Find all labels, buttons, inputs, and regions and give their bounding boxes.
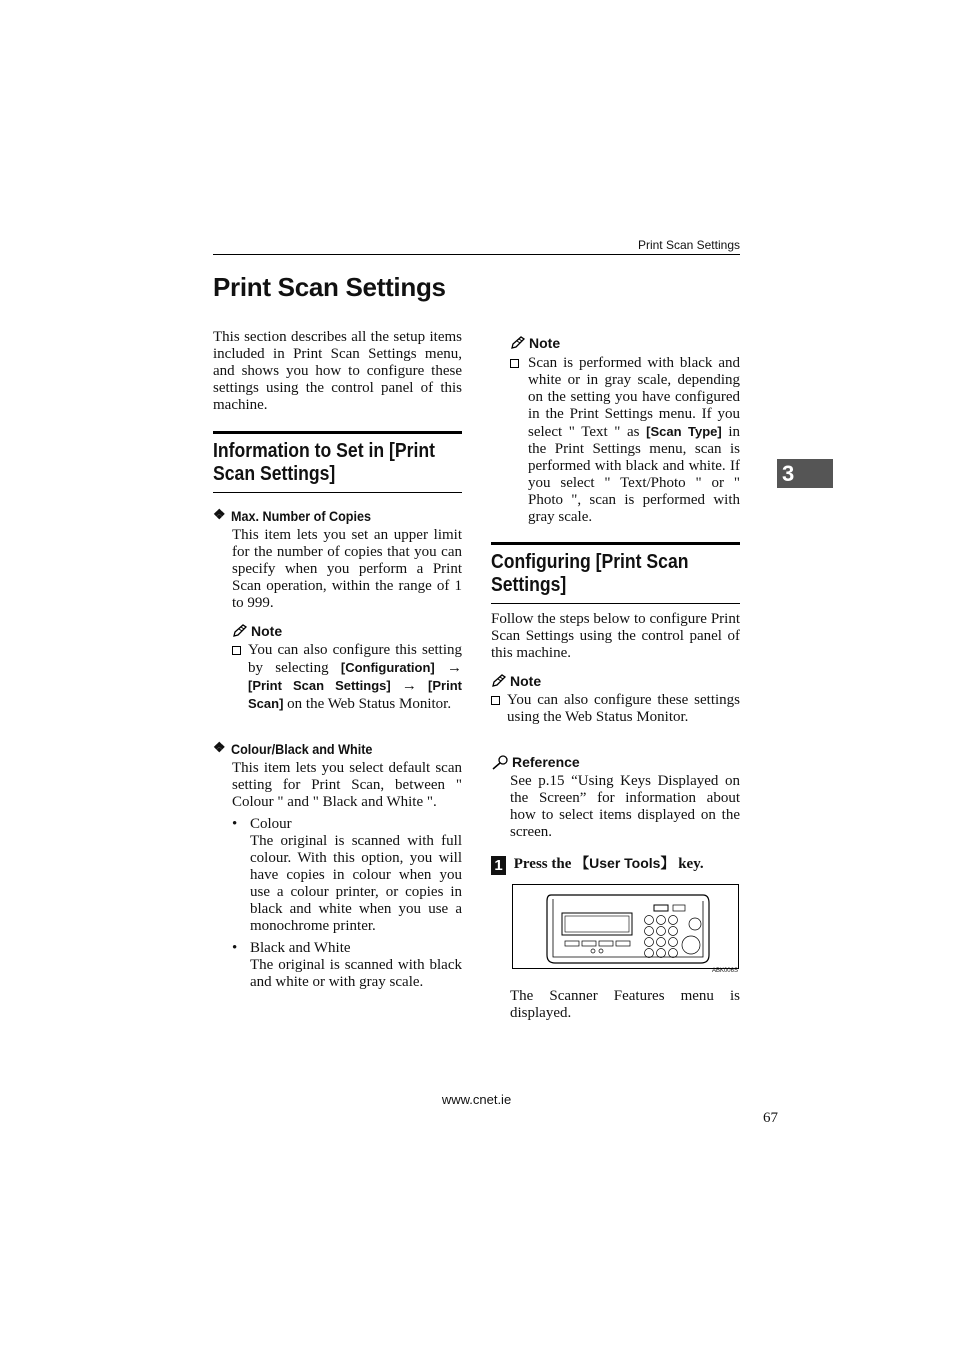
reference-block <box>491 754 740 841</box>
note-label: Note <box>251 623 283 639</box>
checkbox-icon <box>510 359 519 368</box>
note-web-status <box>491 673 740 726</box>
note-block <box>232 623 462 713</box>
step-1: 1 Press the 【User Tools】 key. <box>491 853 740 875</box>
bullet-black-white: • Black and White The original is scanned with black and white or with gray scale. <box>232 940 462 990</box>
step-number: 1 <box>491 856 506 875</box>
section2-heading: Configuring [Print Scan Settings] <box>491 551 689 596</box>
note-scan-type-text: Scan is performed with black and white or in gray scale, depending on the setting you have configured in the Print Settings menu. If you select " Text " as [Scan Type] in the Print Settings menu, scan is performed with black and white. If you select " Text/Photo " or " Photo ", scan is performed with gray scale. <box>510 355 740 526</box>
note-scan-type <box>510 335 740 351</box>
diamond-icon: ❖ <box>213 741 226 756</box>
section2-rule-bottom <box>491 603 740 604</box>
note-label: Note <box>529 335 561 351</box>
step-result: The Scanner Features menu is displayed. <box>510 988 740 1021</box>
item-max-copies <box>213 507 462 713</box>
checkbox-icon <box>232 646 241 655</box>
header-rule <box>213 254 740 255</box>
note-text: You can also configure this setting by selecting [Configuration] → [Print Scan Settings] → [Print Scan] on the Web Status Monitor. <box>248 642 462 712</box>
bullet-colour: • Colour The original is scanned with full colour. With this option, you will have copies in colour when you use a colour printer, or copies in black and white when you use a monochrome printer. <box>232 816 462 934</box>
section1-rule-bottom <box>213 492 462 493</box>
item-title: Colour/Black and White <box>230 740 372 757</box>
running-head: Print Scan Settings <box>637 238 740 252</box>
item-text: This item lets you set an upper limit for the number of copies that you can specify when you perform a Print Scan operation, within the range of 1 to 999. <box>232 527 462 611</box>
item-title: Max. Number of Copies <box>230 507 371 524</box>
item-colour-bw <box>213 740 462 991</box>
item-text: This item lets you select default scan setting for Print Scan, between " Colour " and " Black and White ". <box>232 760 462 810</box>
pencil-icon <box>510 336 526 350</box>
pencil-icon <box>491 674 507 688</box>
note-label: Note <box>510 673 542 689</box>
page-number: 67 <box>763 1110 778 1126</box>
magnifier-key-icon <box>491 755 509 770</box>
chapter-tab: 3 <box>777 459 833 488</box>
footer-url: www.cnet.ie <box>441 1092 512 1107</box>
control-panel-figure <box>512 884 739 969</box>
section2-rule-top <box>491 542 740 545</box>
section2-text: Follow the steps below to configure Print Scan Settings using the control panel of this machine. <box>491 611 740 661</box>
control-panel-illustration <box>513 885 738 968</box>
reference-label: Reference <box>512 754 580 770</box>
checkbox-icon <box>491 696 500 705</box>
section1-heading: Information to Set in [Print Scan Settings] <box>213 440 435 485</box>
pencil-icon <box>232 624 248 638</box>
reference-text: See p.15 “Using Keys Displayed on the Screen” for information about how to select items displayed on the screen. <box>510 773 740 840</box>
diamond-icon: ❖ <box>213 508 226 523</box>
page-title: Print Scan Settings <box>213 272 446 302</box>
figure-code: ABK006S <box>711 968 738 974</box>
section1-rule-top <box>213 431 462 434</box>
intro-paragraph: This section describes all the setup items included in Print Scan Settings menu, and shows you how to configure these settings using the control panel of this machine. <box>213 329 462 413</box>
note-text: You can also configure these settings using the Web Status Monitor. <box>507 692 740 725</box>
